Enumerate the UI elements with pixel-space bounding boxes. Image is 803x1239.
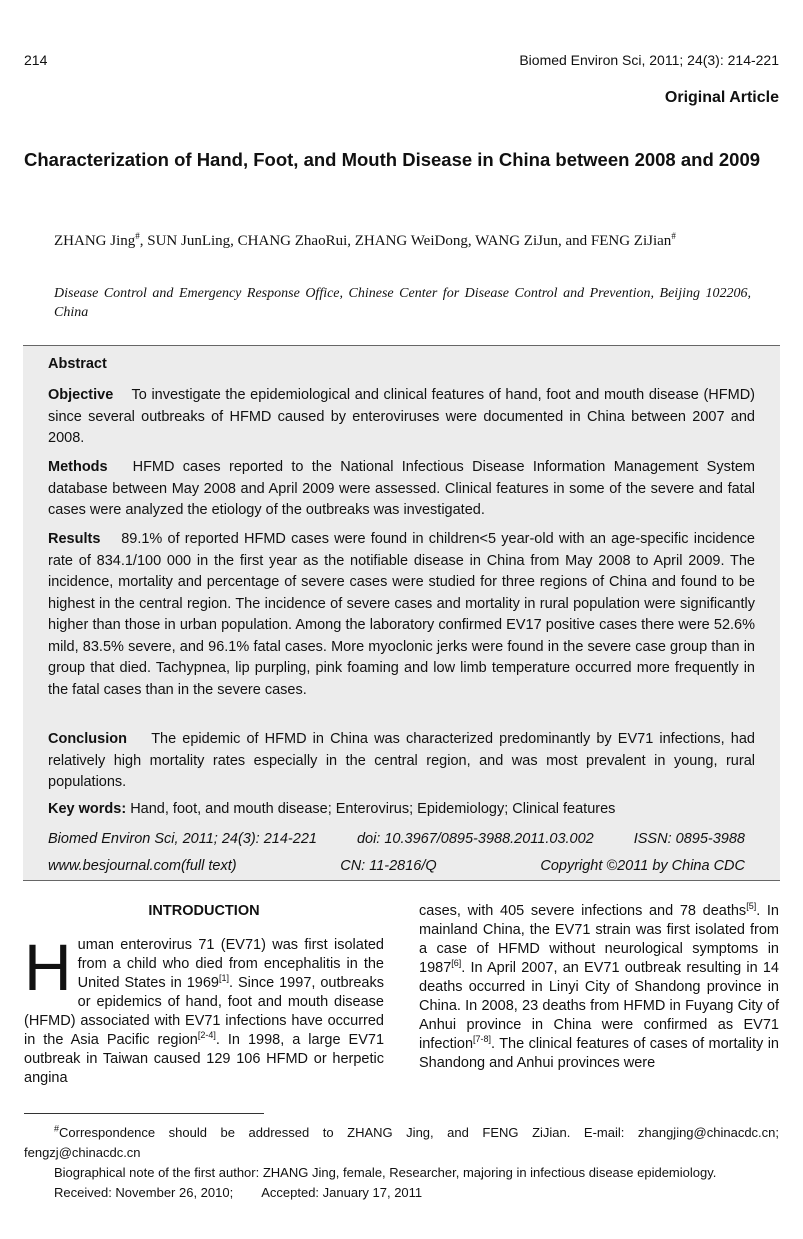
correspondence-text: Correspondence should be addressed to ZHANG Jing, and FENG ZiJian. E-mail: zhangjing@chinacdc.cn; fengzj@chinacdc.cn	[24, 1125, 779, 1160]
affiliation: Disease Control and Emergency Response Office, Chinese Center for Disease Control and Prevention, Beijing 102206, China	[54, 286, 751, 320]
intro-text: . In 1998, a large EV71 outbreak in Taiwan caused 129 106 HFMD or herpetic angina	[24, 1032, 385, 1086]
abstract-conclusion	[48, 729, 755, 794]
abstract-box	[23, 345, 780, 881]
dates-line	[24, 1183, 779, 1203]
conclusion-label: Conclusion	[48, 731, 127, 747]
received-date: Received: November 26, 2010;	[54, 1185, 234, 1200]
citation: Biomed Environ Sci, 2011; 24(3): 214-221	[48, 831, 317, 847]
cn-number: CN: 11-2816/Q	[340, 858, 437, 874]
correspondence-mark: #	[671, 231, 676, 241]
results-label: Results	[48, 531, 101, 547]
objective-label: Objective	[48, 387, 114, 403]
author-list	[54, 233, 754, 250]
keywords-text: Hand, foot, and mouth disease; Enterovirus; Epidemiology; Clinical features	[130, 801, 616, 817]
citation-ref[interactable]: [1]	[218, 973, 229, 984]
abstract-results	[48, 529, 755, 701]
footnote-divider	[24, 1113, 264, 1114]
footnotes	[24, 1123, 779, 1203]
methods-text: HFMD cases reported to the National Infectious Disease Information Management System database between May 2008 and April 2009 were assessed. Clinical features in some of the severe and fatal cases were analyzed the etiology of the outbreaks was investigated.	[48, 459, 756, 518]
intro-text: . Since 1997, outbreaks or epidemics of hand, foot and mouth disease (HFMD) associated with EV71 infections have occurred in the Asia Pacific region	[24, 975, 384, 1048]
right-column	[419, 902, 779, 1073]
other-authors: , SUN JunLing, CHANG ZhaoRui, ZHANG WeiDong, WANG ZiJun, and FENG ZiJian	[139, 233, 672, 249]
intro-paragraph	[24, 930, 385, 1088]
intro-text: . In April 2007, an EV71 outbreak resulting in 14 deaths occurred in Linyi City of Shandong province in China. In 2008, 23 deaths from HFMD in Fuyang City of Anhui province in China were confirmed as EV71 infection	[419, 960, 779, 1052]
citation-ref[interactable]: [5]	[746, 901, 757, 912]
doi[interactable]: doi: 10.3967/0895-3988.2011.03.002	[356, 831, 594, 847]
methods-label: Methods	[48, 459, 108, 475]
abstract-heading: Abstract	[48, 356, 107, 372]
abstract-objective	[48, 385, 755, 450]
issn: ISSN: 0895-3988	[633, 831, 745, 847]
intro-text: cases, with 405 severe infections and 78 deaths	[419, 903, 747, 919]
biographical-note: Biographical note of the first author: ZHANG Jing, female, Researcher, majoring in infectious disease epidemiology.	[54, 1165, 717, 1180]
article-type: Original Article	[664, 89, 779, 106]
abstract-methods	[48, 457, 755, 522]
journal-reference: Biomed Environ Sci, 2011; 24(3): 214-221	[519, 52, 779, 68]
intro-text: uman enterovirus 71 (EV71) was first isolated from a child who died from encephalitis in the United States in 1969	[77, 937, 384, 991]
abstract-keywords	[48, 799, 755, 821]
website-link[interactable]: www.besjournal.com(full text)	[48, 858, 237, 874]
results-text: 89.1% of reported HFMD cases were found in children<5 year-old with an age-specific incidence rate of 834.1/100 000 in the first year as the notifiable disease in China from May 2008 to April 2009. The incidence, mortality and percentage of severe cases were studied for three regions of China and found to be highest in the central region. The incidence of severe cases and mortality in rural population were significantly higher than those in urban population. Among the laboratory confirmed EV17 positive cases there were 52.6% mild, 83.5% severe, and 96.1% fatal cases. More myoclonic jerks were found in the severe case group than in group that died. Tachypnea, lip purpling, pink foaming and low limb temperature occurred more frequently in the fatal cases than in the severe cases.	[48, 531, 755, 698]
citation-ref[interactable]: [2-4]	[197, 1030, 216, 1041]
citation-ref[interactable]: [6]	[451, 958, 462, 969]
correspondence-mark: #	[135, 231, 140, 241]
intro-paragraph-continued	[419, 902, 779, 1073]
citation-ref[interactable]: [7-8]	[473, 1034, 492, 1045]
correspondence-note	[24, 1123, 779, 1163]
intro-text: . In mainland China, the EV71 strain was first isolated from a case of HFMD without neurological symptoms in 1987	[419, 903, 779, 976]
intro-text: . The clinical features of cases of mortality in Shandong and Anhui provinces were	[419, 1036, 779, 1071]
introduction-heading: INTRODUCTION	[148, 903, 260, 919]
objective-text: To investigate the epidemiological and clinical features of hand, foot and mouth disease (HFMD) since several outbreaks of HFMD caused by enteroviruses were documented in China between 2007 and 2008.	[48, 387, 755, 446]
left-column	[24, 902, 384, 1088]
conclusion-text: The epidemic of HFMD in China was characterized predominantly by EV71 infections, had relatively high mortality rates especially in the central region, and was most prevalent in young, rural populations.	[48, 731, 755, 790]
keywords-label: Key words:	[48, 801, 127, 817]
accepted-date: Accepted: January 17, 2011	[261, 1185, 423, 1200]
first-author: ZHANG Jing	[54, 233, 136, 249]
drop-cap: H	[24, 930, 72, 1004]
footnote-mark: #	[54, 1123, 60, 1134]
publisher-meta-row	[48, 858, 745, 874]
citation-meta-row	[48, 831, 745, 847]
copyright: Copyright ©2011 by China CDC	[540, 858, 745, 874]
page-number: 214	[24, 52, 48, 68]
article-title: Characterization of Hand, Foot, and Mouth Disease in China between 2008 and 2009	[24, 149, 761, 170]
